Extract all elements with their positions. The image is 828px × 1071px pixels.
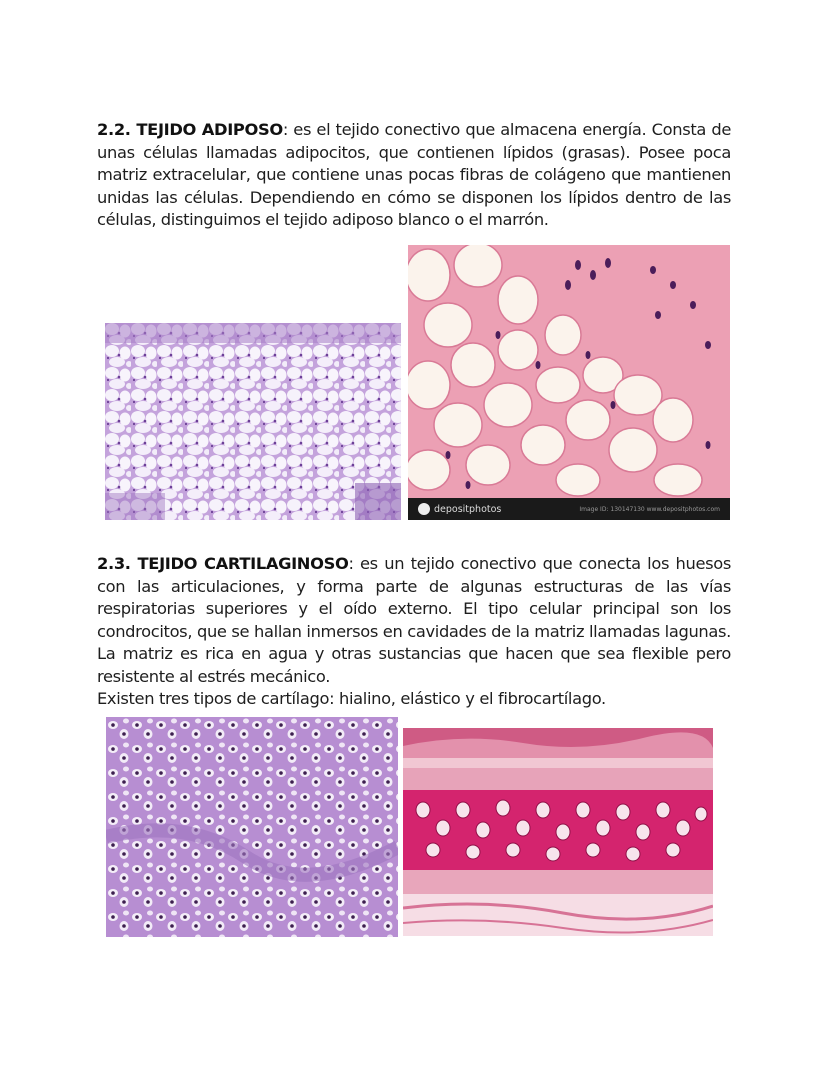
watermark-bar: [408, 498, 730, 520]
cartilage-types-line: Existen tres tipos de cartílago: hialino, elástico y el fibrocartílago.: [97, 689, 606, 708]
adipose-paragraph: [97, 119, 731, 232]
cartilage-text: : es un tejido conectivo que conecta los huesos con las articulaciones, y forma parte de algunas estructuras de las vías respiratorias superiores y el oído externo. El tipo celular principal son los condrocitos, que se hallan inmersos en cavidades de la matriz llamadas lagunas. La matriz es rica en agua y otras sustancias que hacen que sea flexible pero resistente al estrés mecánico.: [97, 554, 731, 686]
depositphotos-logo-icon: [418, 503, 430, 515]
elastic-cartilage-micrograph: [403, 728, 713, 936]
watermark-brand: depositphotos: [434, 503, 502, 515]
hyaline-cartilage-micrograph: [106, 717, 398, 937]
cartilage-heading: 2.3. TEJIDO CARTILAGINOSO: [97, 554, 349, 573]
adipose-text: : es el tejido conectivo que almacena energía. Consta de unas células llamadas adipocitos, que contienen lípidos (grasas). Posee poca matriz extracelular, que contiene unas pocas fibras de colágeno que mantienen unidas las células. Dependiendo en cómo se disponen los lípidos dentro de las células, distinguimos el tejido adiposo blanco o el marrón.: [97, 120, 731, 230]
white-adipose-micrograph: [105, 323, 401, 520]
watermark-id: Image ID: 130147130 www.depositphotos.com: [579, 505, 720, 513]
adipose-he-micrograph: [408, 245, 730, 520]
adipose-heading: 2.2. TEJIDO ADIPOSO: [97, 120, 283, 139]
cartilage-paragraph: [97, 553, 731, 689]
